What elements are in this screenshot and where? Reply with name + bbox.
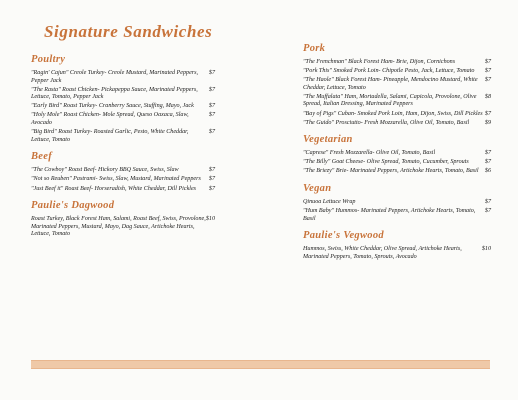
menu-item-description: "The Guido" Prosciutto- Fresh Mozzarella, Olive Oil, Tomato, Basil [303,119,470,126]
menu-section [31,151,215,193]
menu-item-description: "Holy Mole" Roast Chicken- Mole Spread, Queso Oaxaca, Slaw, Avocado [31,112,189,127]
menu-item-price: $7 [484,208,491,215]
menu-item [303,168,491,176]
left-column [31,54,215,246]
menu-item-price: $7 [484,77,491,84]
section-title: Vegan [303,183,332,195]
section-title: Paulie's Vegwood [303,230,384,242]
menu-section [303,43,491,127]
menu-item-price: $7 [208,129,215,136]
section-title: Pork [303,43,326,54]
section-title: Vegetarian [303,134,353,146]
menu-item-price: $8 [484,93,491,100]
section-title: Poultry [31,54,66,65]
menu-item-price: $7 [484,159,491,166]
footer-rule [31,360,490,369]
menu-item-description: "Ragin' Cajun" Creole Turkey- Creole Mustard, Marinated Peppers, Pepper Jack [31,70,199,84]
menu-item-description: "The Briezy" Brie- Marinated Peppers, Artichoke Hearts, Tomato, Basil [303,168,479,175]
menu-item [31,216,215,239]
menu-item-description: "Big Bird" Roast Turkey- Roasted Garlic, Pesto, White Cheddar, Lettuce, Tomato [31,129,189,143]
menu-item-description: "Pork This" Smoked Pork Loin- Chipotle Pesto, Jack, Lettuce, Tomato [303,68,475,75]
menu-item-description: "Hum Baby" Hummos- Marinated Peppers, Artichoke Hearts, Tomato, Basil [303,208,476,222]
menu-item [31,176,215,184]
menu-item [303,77,491,92]
menu-item-price: $10 [205,216,215,223]
menu-item-description: "Not so Reuben" Pastrami- Swiss, Slaw, Mustard, Marinated Peppers [31,176,201,183]
menu-item-price: $7 [208,86,215,93]
menu-item-price: $7 [208,167,215,174]
menu-item-description: "The Haole" Black Forest Ham- Pineapple, Mendocino Mustard, White Cheddar, Lettuce, Tomato [303,77,478,91]
menu-section [303,183,491,223]
menu-item-description: "Early Bird" Roast Turkey- Cranberry Sauce, Stuffing, Mayo, Jack [31,103,194,110]
menu-item-price: $7 [484,199,491,206]
menu-item [303,246,491,261]
menu-item [31,186,215,194]
section-title: Beef [31,151,53,163]
menu-section [31,200,215,239]
menu-item [303,150,491,158]
menu-item [31,103,215,111]
menu-item-price: $7 [484,110,491,117]
menu-item-price: $7 [484,68,491,75]
menu-item-description: Hummos, Swiss, White Cheddar, Olive Spread, Artichoke Hearts, Marinated Peppers, Tomato, Sprouts, Avocado [303,246,462,260]
menu-item-price: $9 [484,119,491,126]
menu-item-price: $7 [208,70,215,76]
menu-item-description: "Caprese" Fresh Mozzarella- Olive Oil, Tomato, Basil [303,150,436,157]
menu-section [303,134,491,176]
menu-item-description: Qinuoa Lettuce Wrap [303,199,356,206]
menu-section [303,230,491,261]
menu-item-description: "The Billy" Goat Cheese- Olive Spread, Tomato, Cucumber, Sprouts [303,159,469,166]
menu-item-price: $7 [484,150,491,157]
menu-item [303,111,491,119]
section-title: Paulie's Dagwood [31,200,115,212]
menu-item-description: "The Frenchman" Black Forest Ham- Brie, Dijon, Cornichons [303,59,456,65]
menu-item [31,112,215,127]
page-title: Signature Sandwiches [44,22,213,41]
menu-item [31,167,215,175]
menu-item-price: $7 [208,185,215,192]
menu-item-price: $7 [208,112,215,119]
menu-item-description: "The Muffalata" Ham, Mortadella, Salami, Capicola, Provolone, Olive Spread, Italian Dressing, Marinated Peppers [303,93,477,108]
menu-item-price: $7 [484,59,491,65]
menu-item-description: Roast Turkey, Black Forest Ham, Salami, Roast Beef, Swiss, Provolone, Marinated Peppers, Mustard, Mayo, Dag Sauce, Artichoke Hearts, Lettuce, Tomato [31,216,206,238]
menu-item-price: $7 [208,103,215,110]
menu-item [303,68,491,76]
menu-item [303,159,491,167]
menu-section [31,54,215,144]
menu-item [303,199,491,207]
right-column [303,43,491,269]
menu-item-price: $10 [481,246,491,253]
menu-item [31,87,215,102]
menu-item-description: "Just Beef it" Roast Beef- Horseradish, White Cheddar, Dill Pickles [31,185,197,192]
menu-item-description: "The Rasta" Roast Chicken- Pickapeppa Sauce, Marinated Peppers, Lettuce, Tomato, Pepper Jack [31,86,198,101]
menu-item-description: "The Cowboy" Roast Beef- Hickory BBQ Sauce, Swiss, Slaw [31,167,179,174]
menu-item [303,94,491,109]
menu-item [31,129,215,144]
menu-item [303,120,491,128]
menu-item-price: $6 [484,168,491,175]
menu-item [303,208,491,223]
menu-item-price: $7 [208,176,215,183]
menu-item [303,59,491,67]
menu-item-description: "Bay of Pigs" Cuban- Smoked Pork Loin, Ham, Dijon, Swiss, Dill Pickles [303,110,483,117]
menu-item [31,70,215,85]
